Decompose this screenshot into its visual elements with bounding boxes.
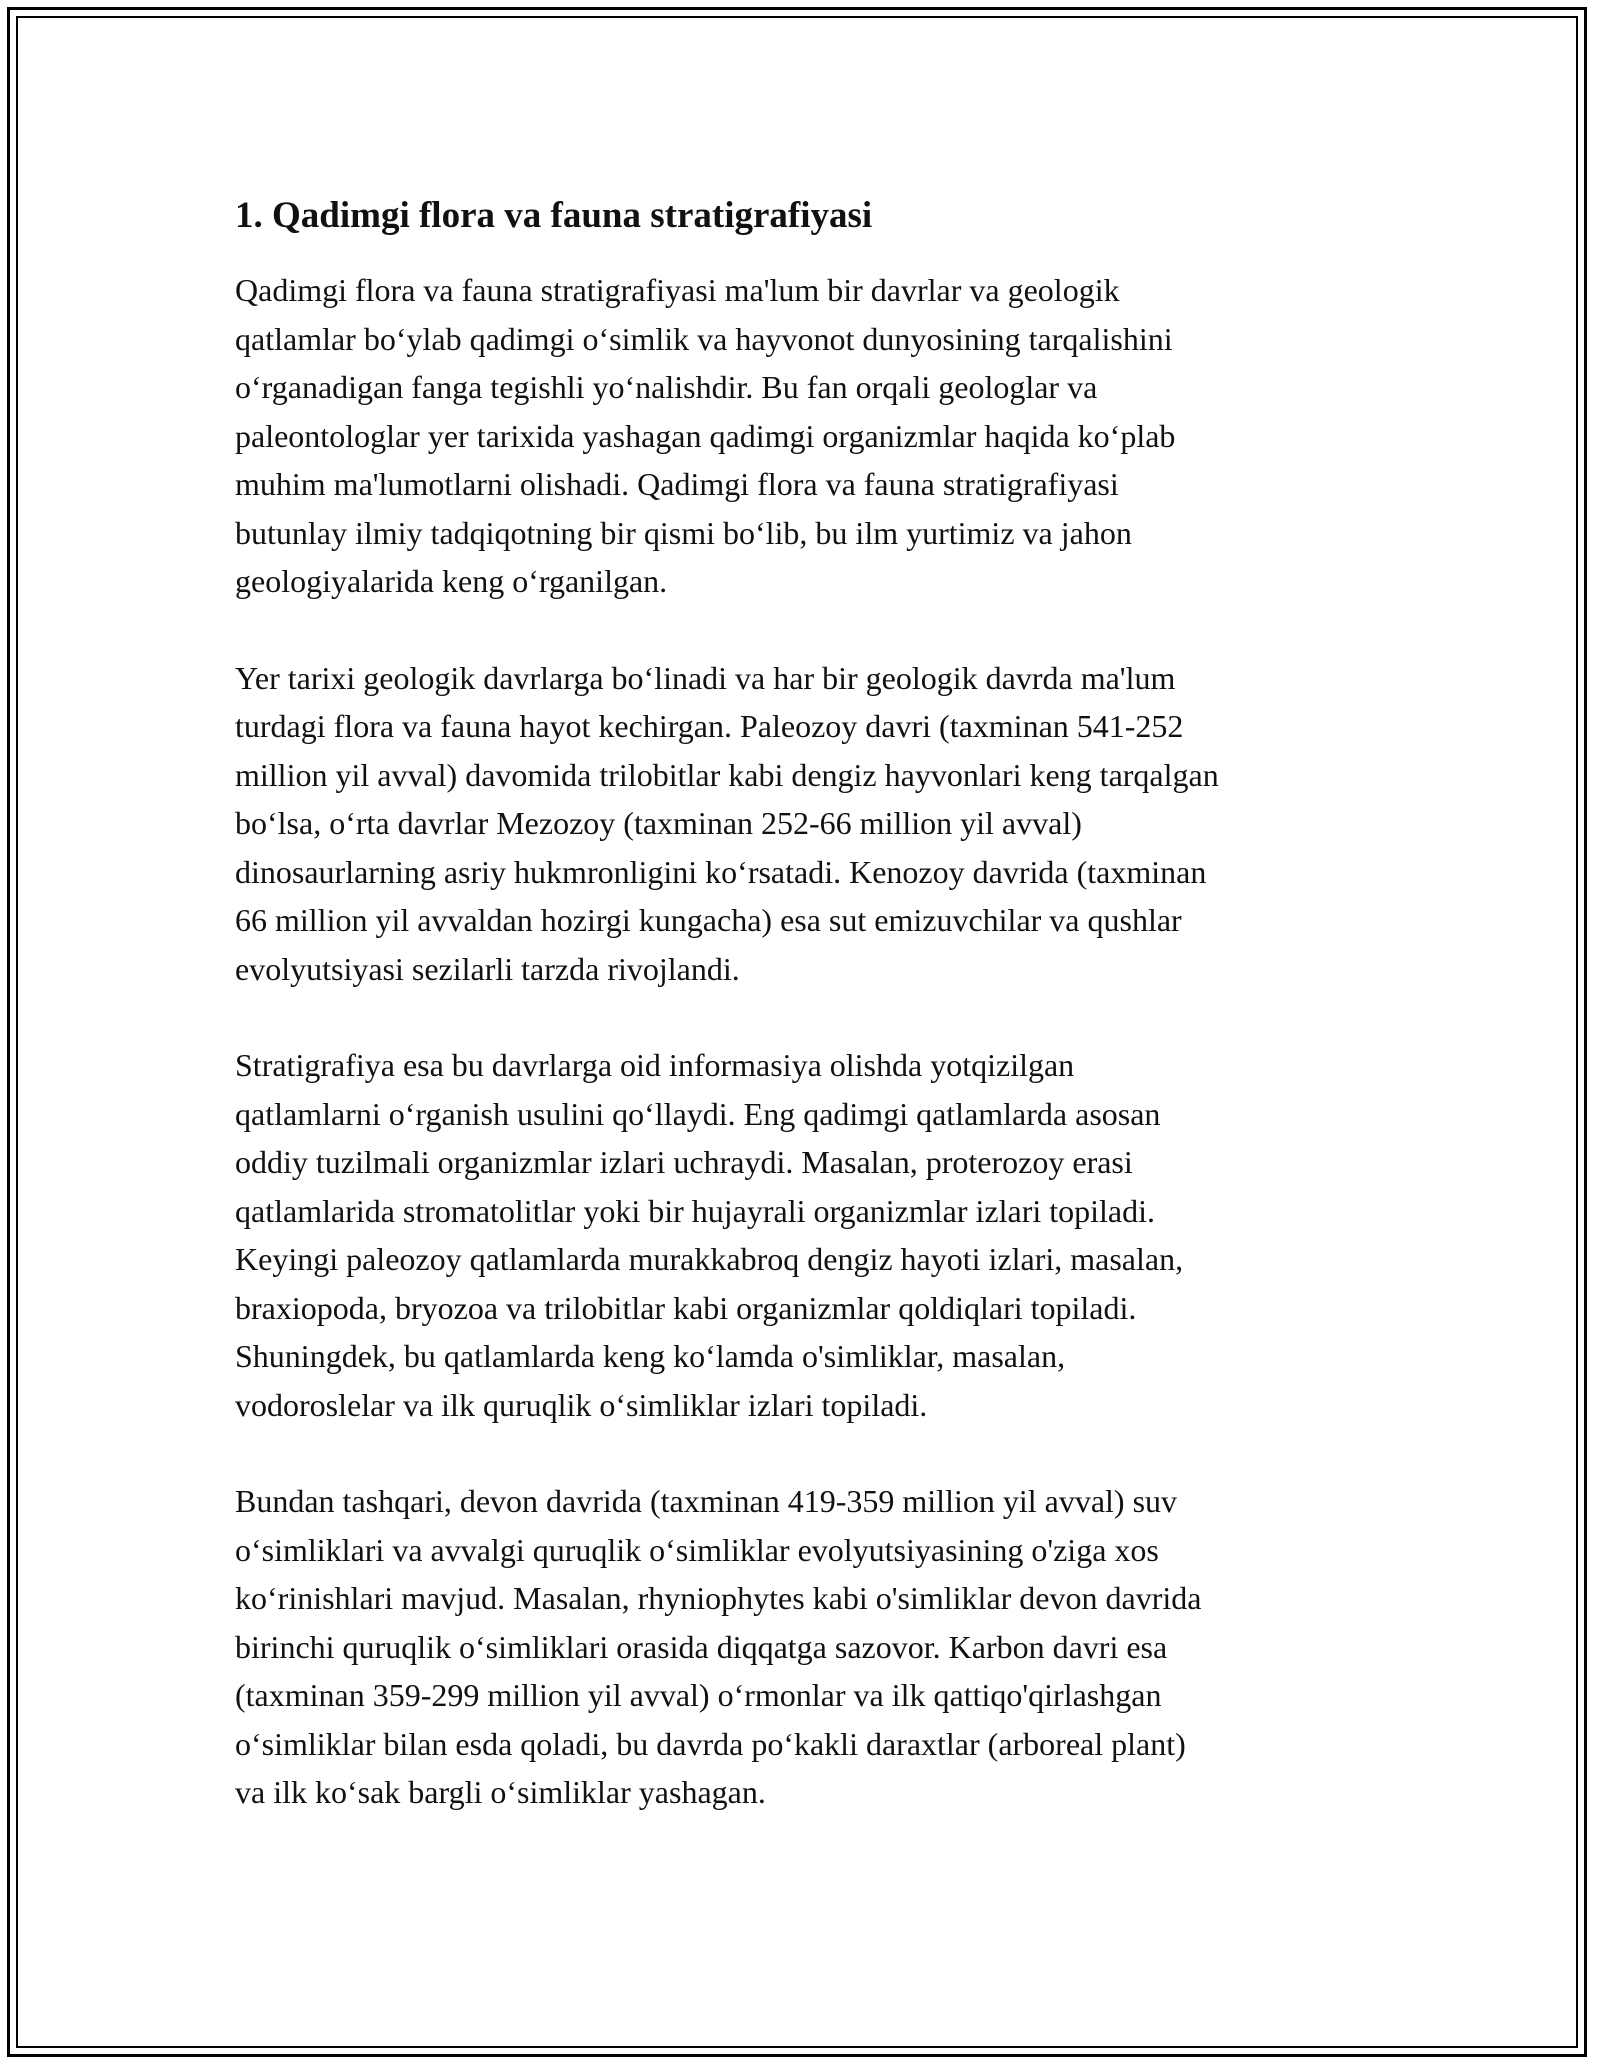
text-line: turdagi flora va fauna hayot kechirgan. Paleozoy davri (taxminan 541-252 [235,708,1184,744]
text-line: Yer tarixi geologik davrlarga bo‘linadi va har bir geologik davrda ma'lum [235,659,1176,696]
text-line: qatlamlar bo‘ylab qadimgi o‘simlik va hayvonot dunyosining tarqalishini [235,320,1173,357]
text-line: muhim ma'lumotlarni olishadi. Qadimgi flora va fauna stratigrafiyasi [235,466,1119,502]
text-line: evolyutsiyasi sezilarli tarzda rivojlandi. [235,950,740,987]
text-line: ko‘rinishlari mavjud. Masalan, rhyniophytes kabi o'simliklar devon davrida [235,1580,1202,1616]
text-line: va ilk ko‘sak bargli o‘simliklar yashagan. [235,1774,766,1810]
text-line: o‘simliklari va avvalgi quruqlik o‘simliklar evolyutsiyasining o'ziga xos [235,1531,1159,1568]
text-line: vodoroslelar va ilk quruqlik o‘simliklar izlari topiladi. [235,1386,928,1423]
text-line: bo‘lsa, o‘rta davrlar Mezozoy (taxminan 252-66 million yil avval) [235,805,1082,841]
paragraph-3 [235,1041,1385,1429]
paragraph-1 [235,266,1385,606]
text-line: Shuningdek, bu qatlamlarda keng ko‘lamda o'simliklar, masalan, [235,1338,1066,1374]
paragraph-4 [235,1477,1385,1817]
text-line: 66 million yil avvaldan hozirgi kungacha) esa sut emizuvchilar va qushlar [235,902,1182,938]
text-line: million yil avval) davomida trilobitlar kabi dengiz hayvonlari keng tarqalgan [235,756,1219,793]
paragraph-2 [235,654,1385,994]
text-line: butunlay ilmiy tadqiqotning bir qismi bo‘lib, bu ilm yurtimiz va jahon [235,514,1132,551]
text-line: o‘simliklar bilan esda qoladi, bu davrda po‘kakli daraxtlar (arboreal plant) [235,1725,1186,1762]
text-line: Qadimgi flora va fauna stratigrafiyasi ma'lum bir davrlar va geologik [235,272,1120,308]
text-line: Keyingi paleozoy qatlamlarda murakkabroq dengiz hayoti izlari, masalan, [235,1241,1184,1277]
text-line: qatlamlarida stromatolitlar yoki bir hujayrali organizmlar izlari topiladi. [235,1192,1156,1229]
text-line: braxiopoda, bryozoa va trilobitlar kabi organizmlar qoldiqlari topiladi. [235,1289,1137,1326]
text-line: paleontologlar yer tarixida yashagan qadimgi organizmlar haqida ko‘plab [235,417,1176,454]
text-line: oddiy tuzilmali organizmlar izlari uchraydi. Masalan, proterozoy erasi [235,1144,1133,1180]
text-line: (taxminan 359-299 million yil avval) o‘rmonlar va ilk qattiqo'qirlashgan [235,1677,1162,1713]
text-line: birinchi quruqlik o‘simliklari orasida diqqatga sazovor. Karbon davri esa [235,1628,1168,1665]
document-body [235,188,1385,1865]
text-line: geologiyalarida keng o‘rganilgan. [235,563,668,599]
text-line: qatlamlarni o‘rganish usulini qo‘llaydi. Eng qadimgi qatlamlarda asosan [235,1095,1161,1132]
text-line: Bundan tashqari, devon davrida (taxminan 419-359 million yil avval) suv [235,1483,1178,1519]
section-title: 1. Qadimgi flora va fauna stratigrafiyasi [235,195,873,236]
text-line: o‘rganadigan fanga tegishli yo‘nalishdir. Bu fan orqali geologlar va [235,369,1098,405]
text-line: dinosaurlarning asriy hukmronligini ko‘rsatadi. Kenozoy davrida (taxminan [235,853,1207,890]
text-line: Stratigrafiya esa bu davrlarga oid informasiya olishda yotqizilgan [235,1047,1075,1083]
